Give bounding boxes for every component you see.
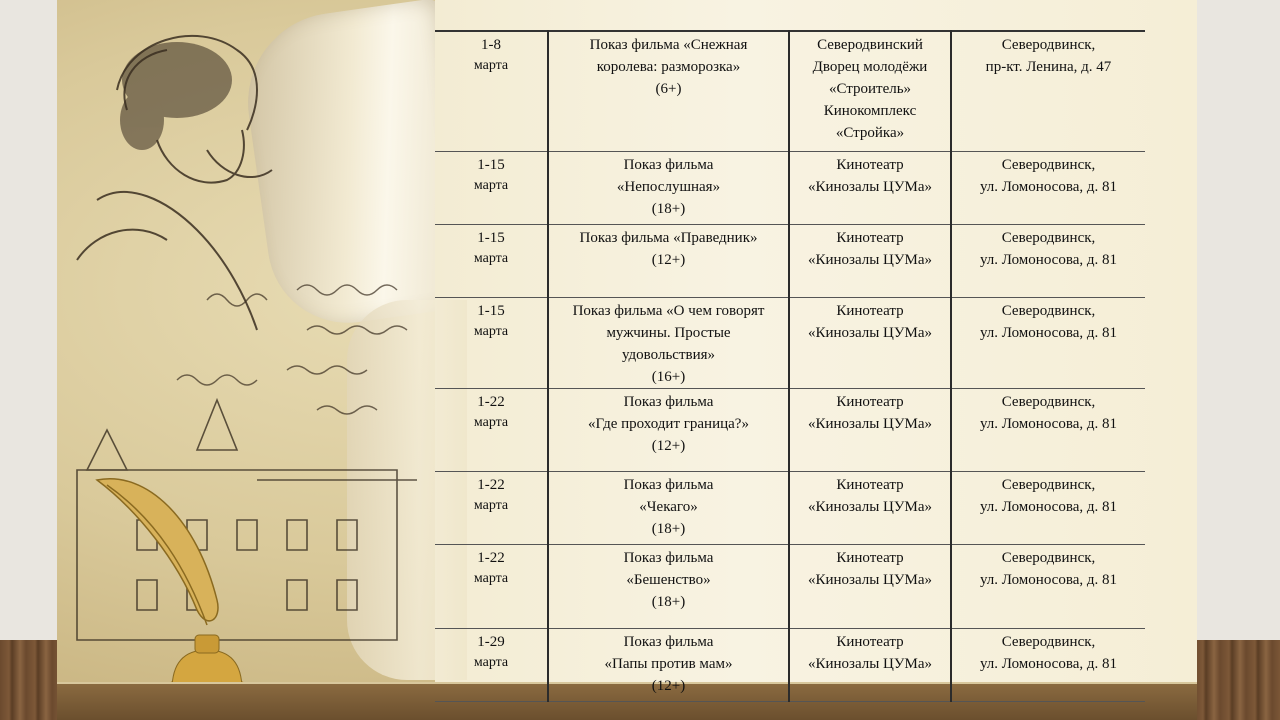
floor-right-decoration: [1194, 640, 1280, 720]
event-line: Показ фильма: [623, 156, 714, 173]
venue-line: Кинотеатр: [836, 229, 904, 246]
event-line: «Чекаго»: [639, 498, 698, 515]
event-line: Показ фильма «Снежная: [589, 37, 748, 53]
event-line: (18+): [651, 593, 686, 610]
venue-line: Кинотеатр: [836, 302, 904, 319]
venue-line: Кинотеатр: [836, 476, 904, 493]
date-cell: [435, 544, 548, 628]
date-month: марта: [473, 497, 509, 513]
venue-cell: [789, 224, 951, 297]
venue-line: Дворец молодёжи: [812, 59, 928, 75]
table-row: [435, 151, 1145, 224]
table-row: [435, 224, 1145, 297]
date-month: марта: [473, 654, 509, 670]
date-month: марта: [473, 58, 509, 73]
event-line: (12+): [651, 437, 686, 454]
event-line: Показ фильма: [623, 549, 714, 566]
venue-cell: [789, 31, 951, 151]
venue-cell: [789, 297, 951, 388]
event-line: (18+): [651, 520, 686, 537]
venue-line: «Кинозалы ЦУМа»: [807, 655, 933, 672]
address-line: Северодвинск,: [1001, 393, 1096, 410]
event-line: «Где проходит граница?»: [588, 415, 749, 432]
event-line: (16+): [651, 368, 686, 385]
address-line: Северодвинск,: [1001, 37, 1096, 53]
event-cell: [548, 224, 789, 297]
event-cell: [548, 297, 789, 388]
date-month: марта: [473, 323, 509, 339]
date-month: марта: [473, 414, 509, 430]
address-line: ул. Ломоносова, д. 81: [979, 324, 1118, 341]
event-line: Показ фильма: [623, 393, 714, 410]
venue-line: «Кинозалы ЦУМа»: [807, 498, 933, 515]
address-cell: [951, 297, 1145, 388]
event-cell: [548, 471, 789, 544]
events-table: [435, 30, 1145, 702]
events-table-container: [435, 30, 1145, 702]
address-cell: [951, 151, 1145, 224]
address-cell: [951, 471, 1145, 544]
venue-line: Северодвинский: [817, 37, 923, 53]
event-line: мужчины. Простые: [606, 324, 731, 341]
event-cell: [548, 388, 789, 471]
address-cell: [951, 388, 1145, 471]
address-cell: [951, 628, 1145, 701]
address-line: ул. Ломоносова, д. 81: [979, 498, 1118, 515]
event-line: Показ фильма: [623, 633, 714, 650]
address-line: пр-кт. Ленина, д. 47: [985, 59, 1112, 75]
event-line: удовольствия»: [621, 346, 716, 363]
date-range: 1-15: [477, 229, 505, 246]
event-line: «Бешенство»: [626, 571, 711, 588]
address-cell: [951, 544, 1145, 628]
date-cell: [435, 151, 548, 224]
address-line: Северодвинск,: [1001, 229, 1096, 246]
venue-cell: [789, 628, 951, 701]
date-range: 1-22: [477, 393, 505, 410]
venue-cell: [789, 151, 951, 224]
date-range: 1-15: [477, 156, 505, 173]
venue-cell: [789, 471, 951, 544]
venue-line: «Кинозалы ЦУМа»: [807, 178, 933, 195]
date-range: 1-22: [477, 476, 505, 493]
event-line: (6+): [655, 81, 682, 97]
address-line: ул. Ломоносова, д. 81: [979, 178, 1118, 195]
date-cell: [435, 628, 548, 701]
event-line: Показ фильма «Праведник»: [579, 229, 758, 246]
address-line: Северодвинск,: [1001, 156, 1096, 173]
address-line: ул. Ломоносова, д. 81: [979, 415, 1118, 432]
date-month: марта: [473, 570, 509, 586]
event-line: Показ фильма: [623, 476, 714, 493]
venue-line: Кинотеатр: [836, 393, 904, 410]
address-line: Северодвинск,: [1001, 549, 1096, 566]
date-range: 1-8: [481, 37, 501, 53]
date-cell: [435, 297, 548, 388]
table-row: [435, 31, 1145, 151]
event-cell: [548, 151, 789, 224]
venue-line: «Стройка»: [835, 125, 905, 141]
date-range: 1-15: [477, 302, 505, 319]
address-line: ул. Ломоносова, д. 81: [979, 655, 1118, 672]
address-line: ул. Ломоносова, д. 81: [979, 251, 1118, 268]
venue-cell: [789, 544, 951, 628]
address-line: Северодвинск,: [1001, 476, 1096, 493]
table-row: [435, 471, 1145, 544]
venue-line: Кинотеатр: [836, 156, 904, 173]
address-line: ул. Ломоносова, д. 81: [979, 571, 1118, 588]
date-range: 1-29: [477, 633, 505, 650]
event-line: (12+): [651, 251, 686, 268]
venue-line: «Кинозалы ЦУМа»: [807, 571, 933, 588]
venue-line: «Строитель»: [828, 81, 912, 97]
event-line: (18+): [651, 200, 686, 217]
table-row: [435, 297, 1145, 388]
date-range: 1-22: [477, 549, 505, 566]
floor-left-decoration: [0, 640, 64, 720]
date-cell: [435, 31, 548, 151]
table-row: [435, 388, 1145, 471]
event-line: (12+): [651, 677, 686, 694]
event-cell: [548, 31, 789, 151]
venue-line: «Кинозалы ЦУМа»: [807, 251, 933, 268]
address-cell: [951, 224, 1145, 297]
address-cell: [951, 31, 1145, 151]
date-cell: [435, 388, 548, 471]
event-line: «Папы против мам»: [604, 655, 733, 672]
venue-line: «Кинозалы ЦУМа»: [807, 415, 933, 432]
event-line: королева: разморозка»: [596, 59, 741, 75]
table-row: [435, 544, 1145, 628]
date-cell: [435, 471, 548, 544]
events-table-body: [435, 31, 1145, 701]
event-cell: [548, 628, 789, 701]
venue-line: Кинокомплекс: [823, 103, 917, 119]
event-line: Показ фильма «О чем говорят: [572, 302, 765, 319]
venue-line: Кинотеатр: [836, 633, 904, 650]
event-line: «Непослушная»: [616, 178, 721, 195]
event-cell: [548, 544, 789, 628]
address-line: Северодвинск,: [1001, 633, 1096, 650]
date-cell: [435, 224, 548, 297]
venue-line: «Кинозалы ЦУМа»: [807, 324, 933, 341]
date-month: марта: [473, 250, 509, 266]
venue-line: Кинотеатр: [836, 549, 904, 566]
date-month: марта: [473, 177, 509, 193]
pushkin-sketch-illustration: [57, 0, 437, 720]
address-line: Северодвинск,: [1001, 302, 1096, 319]
venue-cell: [789, 388, 951, 471]
table-row: [435, 628, 1145, 701]
